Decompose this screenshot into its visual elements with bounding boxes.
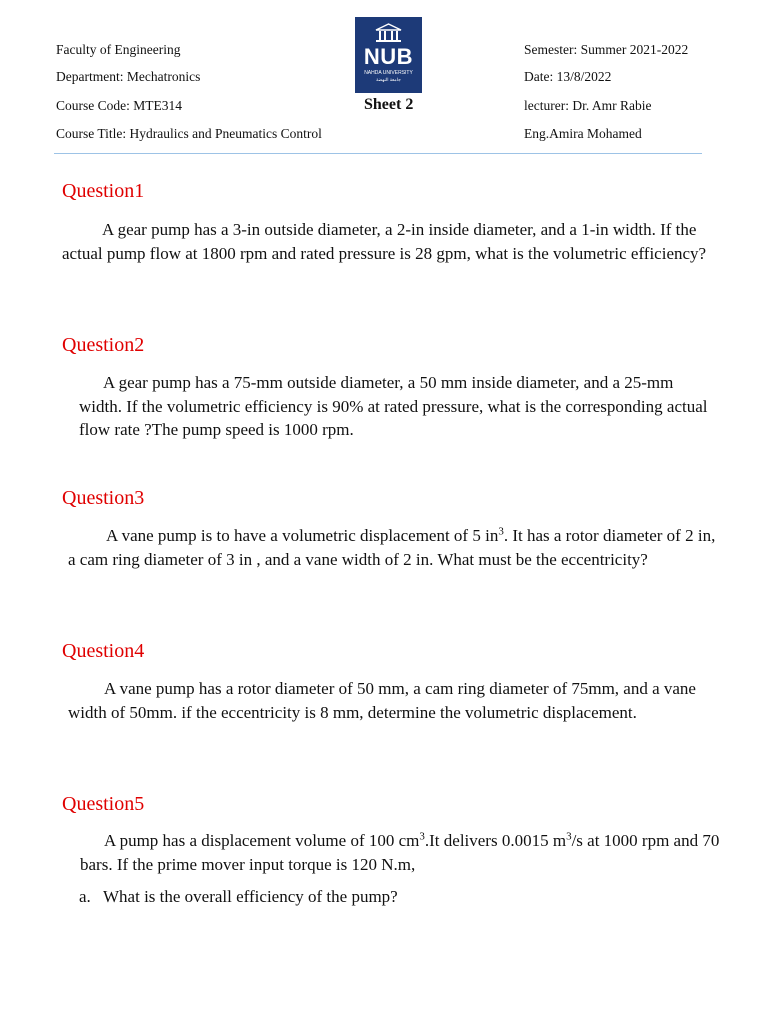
item-label: a. — [79, 887, 91, 906]
course-title-label: Course Title: Hydraulics and Pneumatics Control — [56, 126, 322, 141]
question-3-title: Question3 — [62, 487, 145, 509]
sheet-title: Sheet 2 — [364, 96, 414, 113]
semester-label: Semester: Summer 2021-2022 — [524, 42, 689, 57]
question-4-title: Question4 — [62, 640, 145, 662]
date-label: Date: 13/8/2022 — [524, 69, 612, 84]
question-5-superscript-2: 3 — [566, 830, 572, 843]
question-2-text: A gear pump has a 75-mm outside diameter, a 50 mm inside diameter, and a 25-mm width. If the volumetric efficiency is 90% at rated pressure, what is the corresponding actual flow rate ?The pump speed is 1000 rpm. — [79, 373, 708, 439]
question-5-item-a — [79, 887, 398, 907]
building-icon — [374, 23, 403, 43]
logo-subtitle-arabic: جامعة النهضة — [376, 77, 401, 82]
question-3-text-b: . It has a rotor diameter of 2 in, a cam ring diameter of 3 in , and a vane width of 2 in. What must be the eccentricity? — [68, 526, 716, 569]
engineer-label: Eng.Amira Mohamed — [524, 126, 642, 141]
faculty-label: Faculty of Engineering — [56, 42, 181, 57]
question-5-superscript-1: 3 — [419, 830, 425, 843]
question-1-title: Question1 — [62, 180, 145, 202]
lecturer-label: lecturer: Dr. Amr Rabie — [524, 98, 652, 113]
question-5-text-c: /s at 1000 rpm and 70 bars. If the prime mover input torque is 120 N.m, — [80, 831, 720, 874]
header-divider — [54, 153, 702, 154]
university-logo — [355, 17, 422, 93]
course-code-label: Course Code: MTE314 — [56, 98, 182, 113]
item-text: What is the overall efficiency of the pump? — [103, 887, 398, 906]
question-1-text: A gear pump has a 3-in outside diameter, a 2-in inside diameter, and a 1-in width. If the actual pump flow at 1800 rpm and rated pressure is 28 gpm, what is the volumetric efficiency? — [62, 220, 707, 263]
question-3-text-a: A vane pump is to have a volumetric displacement of 5 in — [106, 526, 499, 545]
question-4-text: A vane pump has a rotor diameter of 50 mm, a cam ring diameter of 75mm, and a vane width of 50mm. if the eccentricity is 8 mm, determine the volumetric displacement. — [68, 679, 696, 722]
question-3-text — [68, 524, 720, 571]
department-label: Department: Mechatronics — [56, 69, 201, 84]
question-5-text-b: .It delivers 0.0015 m — [424, 831, 567, 850]
question-5-title: Question5 — [62, 793, 145, 815]
logo-text: NUB — [363, 44, 414, 69]
logo-subtitle: NAHDA UNIVERSITY — [364, 70, 413, 76]
question-3-superscript: 3 — [498, 525, 504, 538]
question-5-text-a: A pump has a displacement volume of 100 cm — [104, 831, 420, 850]
question-2-title: Question2 — [62, 334, 145, 356]
question-5-text — [80, 829, 720, 876]
